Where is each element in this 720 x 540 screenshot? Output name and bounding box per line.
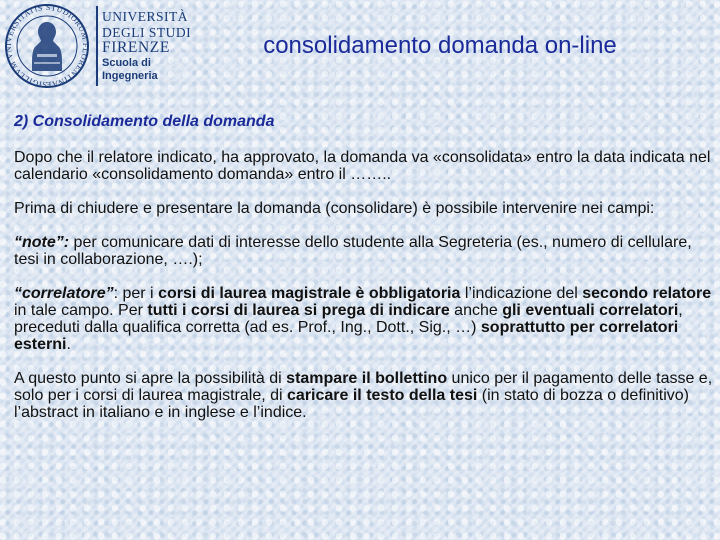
logo-divider (96, 6, 98, 86)
logo-degli-studi-line: DEGLI STUDI (102, 25, 192, 40)
correlatore-field-label: “correlatore” (14, 285, 114, 302)
paragraph-deadline-text: Dopo che il relatore indicato, ha approvato, la domanda va «consolidata» entro la data indicata nel calendario «consolidamento domanda» entro il …….. (14, 149, 711, 183)
university-seal-icon (4, 2, 90, 92)
note-field-label: “note”: (14, 234, 70, 251)
correlatore-text: l’indicazione del (460, 285, 583, 302)
university-logo (4, 2, 192, 92)
paragraph-deadline (14, 149, 714, 183)
correlatore-bold-text: soprattutto per correlatori esterni (14, 319, 679, 353)
paragraph-correlatore-field (14, 285, 714, 353)
correlatore-bold-text: tutti i corsi di laurea si prega di indicare (147, 302, 450, 319)
correlatore-text: in tale campo. Per (14, 302, 148, 319)
print-upload-text: A questo punto si apre la possibilità di (14, 370, 287, 387)
print-upload-text: (in stato di bozza o definitivo) l’abstract in italiano e in inglese e l’indice. (14, 387, 690, 421)
print-upload-bold-text: stampare il bollettino (286, 370, 448, 387)
logo-university-line: UNIVERSITÀ (102, 9, 188, 24)
slide-title: consolidamento domanda on-line (263, 32, 617, 59)
print-upload-bold-text: caricare il testo della tesi (287, 387, 478, 404)
logo-firenze-line: FIRENZE (102, 39, 170, 56)
paragraph-fields-intro-text: Prima di chiudere e presentare la domanda (consolidare) è possibile intervenire nei campi: (14, 200, 655, 217)
correlatore-text: . (66, 336, 71, 353)
logo-ingegneria-line: Ingegneria (102, 70, 158, 82)
correlatore-text: , preceduti dalla qualifica corretta (ad es. Prof., Ing., Dott., Sig., …) (14, 302, 683, 336)
correlatore-bold-text: corsi di laurea magistrale è obbligatoria (158, 285, 461, 302)
slide-body (14, 113, 714, 438)
section-subtitle: 2) Consolidamento della domanda (14, 113, 275, 130)
correlatore-bold-text: secondo relatore (582, 285, 712, 302)
svg-text:SIGILLVM VNIVERSITATIS STUDIOR: SIGILLVM VNIVERSITATIS STUDIORUM FLORENTINAE (4, 2, 90, 90)
correlatore-text: anche (449, 302, 503, 319)
paragraph-fields-intro (14, 200, 714, 217)
correlatore-text: : per i (113, 285, 159, 302)
paragraph-print-upload (14, 370, 714, 421)
logo-school-line: Scuola di (102, 57, 151, 69)
print-upload-text: unico per il pagamento delle tasse e, solo per i corsi di laurea magistrale, di (14, 370, 713, 404)
paragraph-note-field (14, 234, 714, 268)
correlatore-bold-text: gli eventuali correlatori (502, 302, 679, 319)
note-field-text: per comunicare dati di interesse dello studente alla Segreteria (es., numero di cellulare, tesi in collaborazione, ….); (14, 234, 692, 268)
